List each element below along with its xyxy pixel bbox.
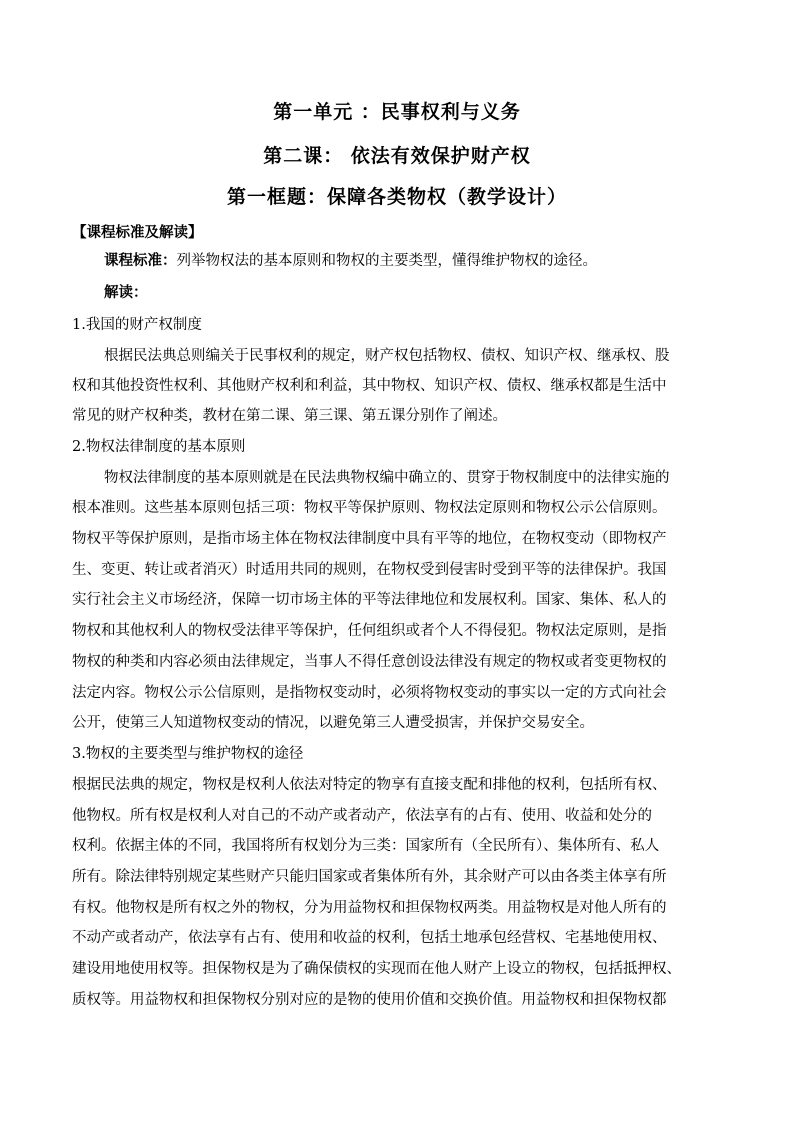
item-2-line: 物权平等保护原则，是指市场主体在物权法律制度中具有平等的地位，在物权变动（即物权产	[72, 531, 667, 547]
item-2-line: 实行社会主义市场经济，保障一切市场主体的平等法律地位和发展权利。国家、集体、私人的	[72, 592, 667, 608]
standard-text: 列举物权法的基本原则和物权的主要类型，懂得维护物权的途径。	[176, 253, 597, 269]
item-2-line: 物权的种类和内容必须由法律规定，当事人不得任意创设法律没有规定的物权或者变更物权的	[72, 654, 667, 670]
frame-title: 第一框题：保障各类物权（教学设计）	[226, 186, 567, 208]
standard-paragraph	[104, 251, 597, 271]
item-3-line: 有权。他物权是所有权之外的物权，分为用益物权和担保物权两类。用益物权是对他人所有的	[72, 900, 667, 916]
item-2-line: 根本准则。这些基本原则包括三项：物权平等保护原则、物权法定原则和物权公示公信原则。	[72, 500, 667, 516]
item-1-line: 权和其他投资性权利、其他财产权利和利益，其中物权、知识产权、债权、继承权都是生活中	[72, 378, 667, 394]
item-heading-2: 2.物权法律制度的基本原则	[72, 439, 246, 455]
item-heading-1: 1.我国的财产权制度	[72, 317, 202, 333]
item-heading-3: 3.物权的主要类型与维护物权的途径	[72, 746, 304, 762]
item-3-line: 不动产或者动产，依法享有占有、使用和收益的权利，包括土地承包经营权、宅基地使用权、	[72, 930, 667, 946]
item-3-line: 所有。除法律特别规定某些财产只能归国家或者集体所有外，其余财产可以由各类主体享有所	[72, 869, 667, 885]
item-3-line: 根据民法典的规定，物权是权利人依法对特定的物享有直接支配和排他的权利，包括所有权、	[72, 777, 667, 793]
item-2-line: 公开，使第三人知道物权变动的情况，以避免第三人遭受损害，并保护交易安全。	[72, 715, 594, 731]
item-3-line: 权利。依据主体的不同，我国将所有权划分为三类：国家所有（全民所有）、集体所有、私人	[72, 838, 660, 854]
item-2-line: 生、变更、转让或者消灭）时适用共同的规则，在物权受到侵害时受到平等的法律保护。我国	[72, 562, 667, 578]
section-header: 【课程标准及解读】	[72, 224, 203, 241]
item-3-line: 建设用地使用权等。担保物权是为了确保债权的实现而在他人财产上设立的物权，包括抵押权、	[72, 961, 681, 977]
item-2-line: 法定内容。物权公示公信原则，是指物权变动时，必须将物权变动的事实以一定的方式向社会	[72, 685, 667, 701]
item-2-line: 物权法律制度的基本原则就是在民法典物权编中确立的、贯穿于物权制度中的法律实施的	[104, 470, 670, 486]
item-3-line: 质权等。用益物权和担保物权分别对应的是物的使用价值和交换价值。用益物权和担保物权都	[72, 992, 667, 1008]
lesson-title: 第二课： 依法有效保护财产权	[263, 145, 531, 167]
item-1-line: 根据民法典总则编关于民事权利的规定，财产权包括物权、债权、知识产权、继承权、股	[104, 348, 670, 364]
standard-label: 课程标准：	[104, 252, 177, 269]
unit-title: 第一单元 ：民事权利与义务	[273, 101, 521, 123]
reading-label: 解读：	[104, 284, 148, 301]
item-3-line: 他物权。所有权是权利人对自己的不动产或者动产，依法享有的占有、使用、收益和处分的	[72, 808, 652, 824]
item-2-line: 物权和其他权利人的物权受法律平等保护，任何组织或者个人不得侵犯。物权法定原则，是指	[72, 623, 667, 639]
item-1-line: 常见的财产权种类，教材在第二课、第三课、第五课分别作了阐述。	[72, 408, 507, 424]
